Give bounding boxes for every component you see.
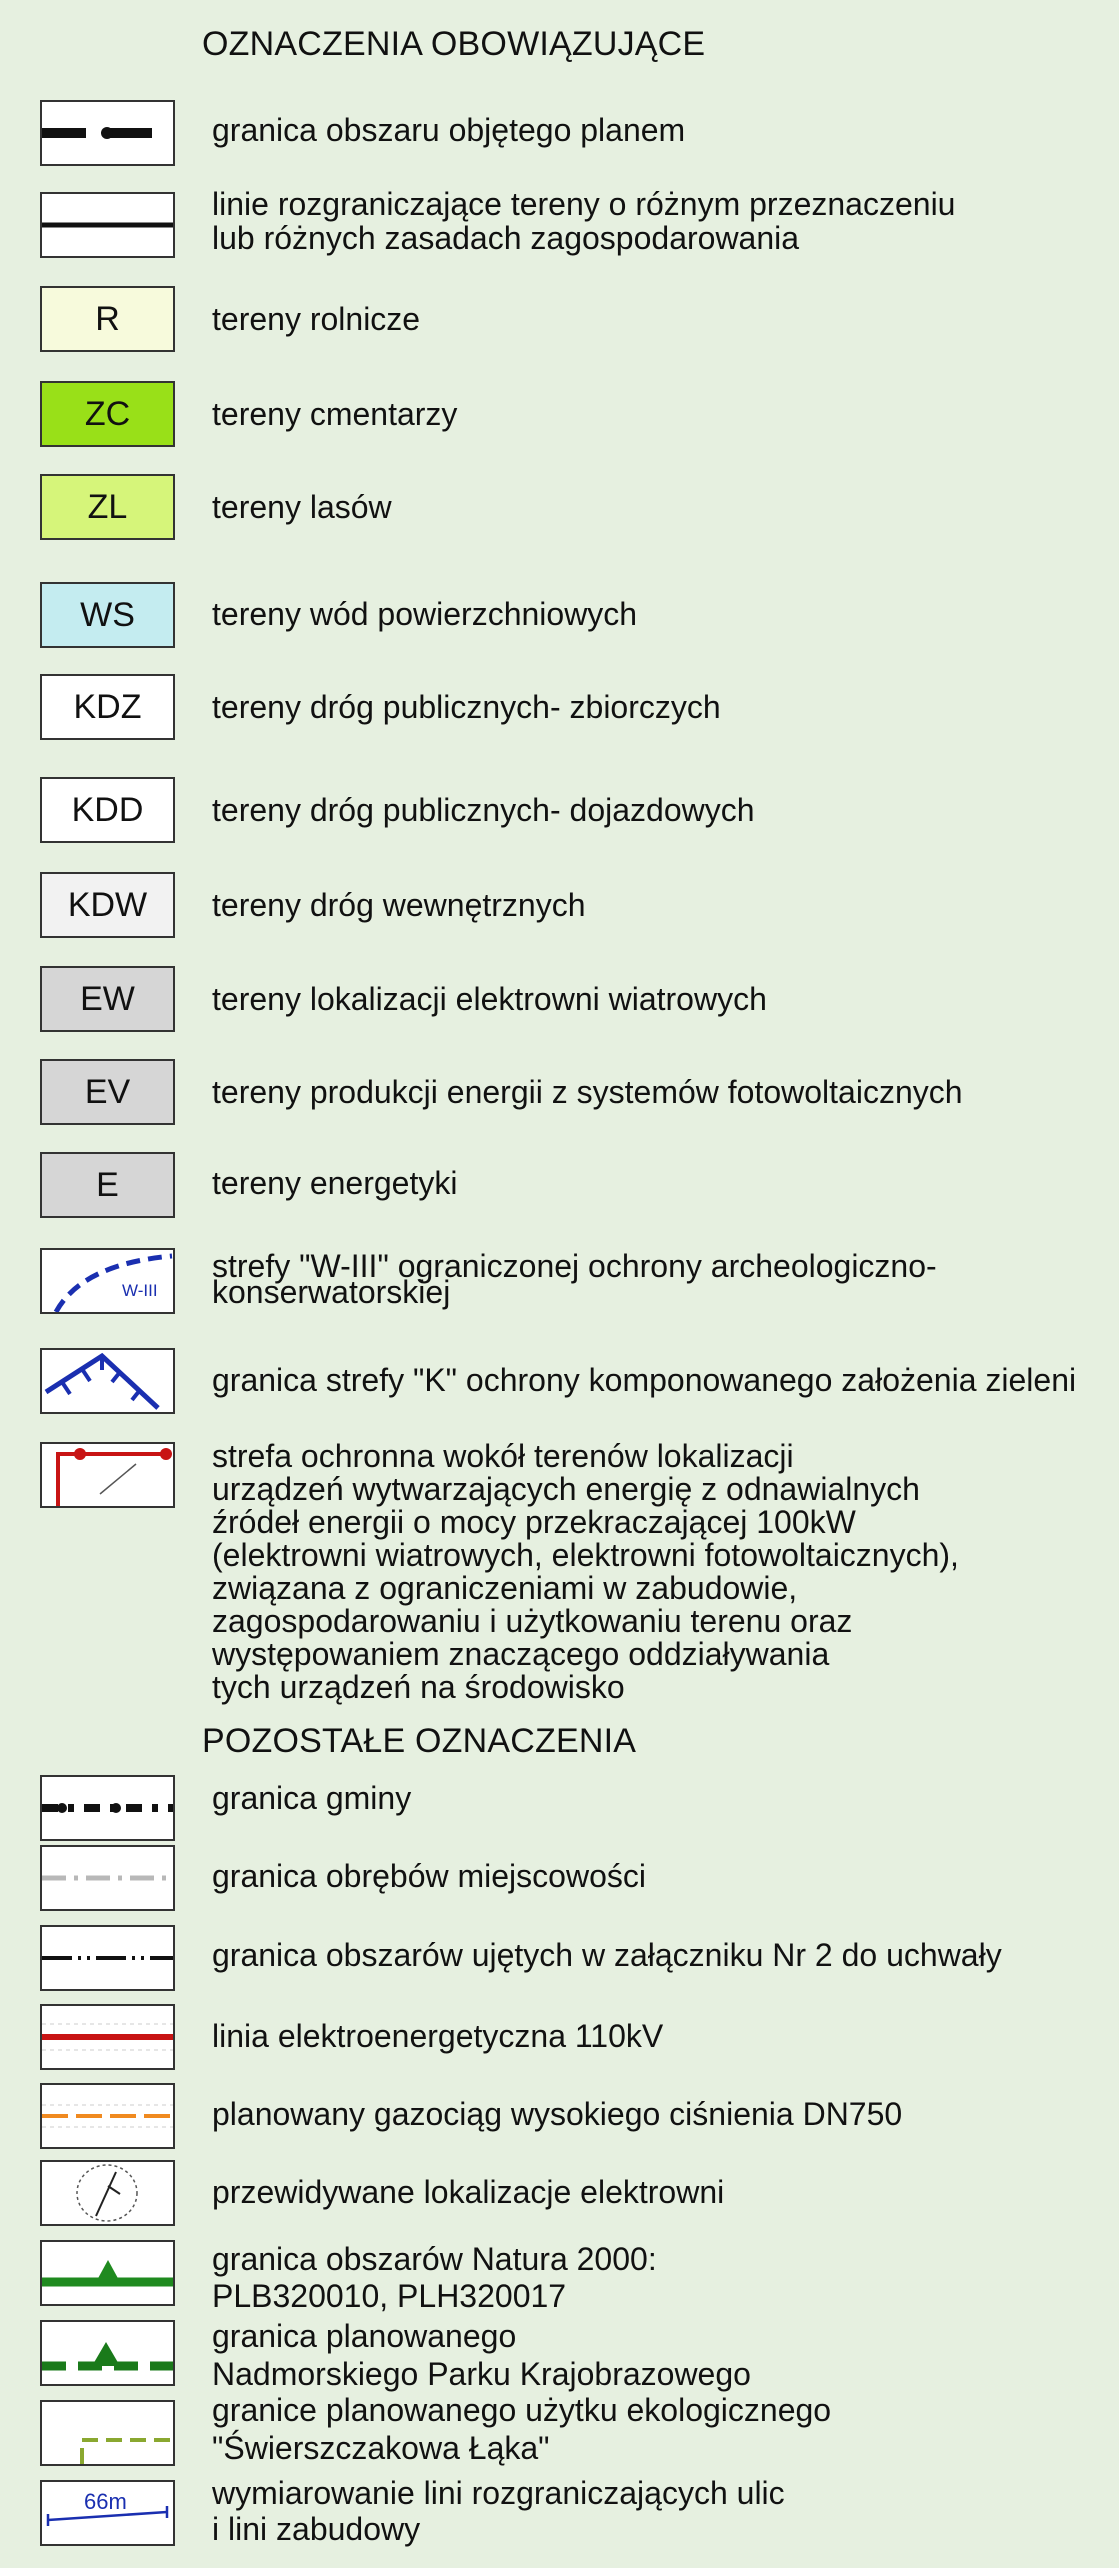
legend-protective-1: strefa ochronna wokół terenów lokalizacji bbox=[212, 1438, 794, 1474]
dividing-lines-symbol bbox=[40, 192, 175, 258]
legend-ZC: tereny cmentarzy bbox=[212, 396, 458, 432]
gmina-boundary-symbol bbox=[40, 1775, 175, 1841]
legend-zone-k: granica strefy "K" ochrony komponowanego założenia zieleni bbox=[212, 1362, 1077, 1398]
legend-KDW: tereny dróg wewnętrznych bbox=[212, 887, 586, 923]
legend-w3-1: strefy "W-III" ograniczonej ochrony archeologiczno- bbox=[212, 1248, 937, 1284]
legend-natura-2: PLB320010, PLH320017 bbox=[212, 2278, 567, 2314]
box-KDD: KDD bbox=[40, 777, 175, 843]
legend-KDD: tereny dróg publicznych- dojazdowych bbox=[212, 792, 755, 828]
legend-dim-2: i lini zabudowy bbox=[212, 2511, 421, 2547]
obreby-boundary-symbol bbox=[40, 1845, 175, 1911]
legend-KDZ: tereny dróg publicznych- zbiorczych bbox=[212, 689, 721, 725]
protective-zone-symbol bbox=[40, 1442, 175, 1508]
legend-gas: planowany gazociąg wysokiego ciśnienia DN750 bbox=[212, 2096, 903, 2132]
dimension-symbol-label: 66m bbox=[84, 2489, 127, 2514]
heading-other: POZOSTAŁE OZNACZENIA bbox=[202, 1722, 637, 1760]
legend-E: tereny energetyki bbox=[212, 1165, 458, 1201]
legend-WS: tereny wód powierzchniowych bbox=[212, 596, 638, 632]
legend-EV: tereny produkcji energii z systemów fotowoltaicznych bbox=[212, 1074, 963, 1110]
legend-dividing-lines-2: lub różnych zasadach zagospodarowania bbox=[212, 220, 800, 256]
legend-zal2: granica obszarów ujętych w załączniku Nr 2 do uchwały bbox=[212, 1937, 1002, 1973]
power-line-symbol bbox=[40, 2004, 175, 2070]
legend-gmina: granica gminy bbox=[212, 1780, 412, 1816]
legend-ZL: tereny lasów bbox=[212, 489, 392, 525]
legend-protective-5: związana z ograniczeniami w zabudowie, bbox=[212, 1570, 798, 1606]
box-ZC: ZC bbox=[40, 381, 175, 447]
zone-k-symbol bbox=[40, 1348, 175, 1414]
box-EV: EV bbox=[40, 1059, 175, 1125]
legend-turbines: przewidywane lokalizacje elektrowni bbox=[212, 2174, 725, 2210]
eco-site-symbol bbox=[40, 2400, 175, 2466]
box-KDZ: KDZ bbox=[40, 674, 175, 740]
dimension-symbol bbox=[40, 2480, 175, 2546]
legend-protective-8: tych urządzeń na środowisko bbox=[212, 1669, 625, 1705]
legend-protective-6: zagospodarowaniu i użytkowaniu terenu oraz bbox=[212, 1603, 853, 1639]
legend-eco-2: "Świerszczakowa Łąka" bbox=[212, 2430, 550, 2466]
legend-protective-2: urządzeń wytwarzających energię z odnawialnych bbox=[212, 1471, 920, 1507]
w3-symbol-label: W-III bbox=[122, 1281, 158, 1300]
turbine-location-symbol bbox=[40, 2160, 175, 2226]
plan-boundary-symbol bbox=[40, 100, 175, 166]
legend-protective-7: występowaniem znaczącego oddziaływania bbox=[212, 1636, 830, 1672]
legend-w3-2: konserwatorskiej bbox=[212, 1274, 451, 1310]
park-boundary-symbol bbox=[40, 2320, 175, 2386]
legend-eco-1: granice planowanego użytku ekologicznego bbox=[212, 2392, 832, 2428]
box-ZL: ZL bbox=[40, 474, 175, 540]
legend-power110: linia elektroenergetyczna 110kV bbox=[212, 2018, 664, 2054]
w3-zone-symbol bbox=[40, 1248, 175, 1314]
heading-obligatory: OZNACZENIA OBOWIĄZUJĄCE bbox=[202, 25, 706, 63]
legend-protective-4: (elektrowni wiatrowych, elektrowni fotowoltaicznych), bbox=[212, 1537, 959, 1573]
legend-EW: tereny lokalizacji elektrowni wiatrowych bbox=[212, 981, 767, 1017]
gas-pipeline-symbol bbox=[40, 2083, 175, 2149]
zal2-boundary-symbol bbox=[40, 1925, 175, 1991]
legend-park-2: Nadmorskiego Parku Krajobrazowego bbox=[212, 2356, 751, 2392]
box-R: R bbox=[40, 286, 175, 352]
legend-park-1: granica planowanego bbox=[212, 2318, 517, 2354]
legend-dividing-lines-1: linie rozgraniczające tereny o różnym przeznaczeniu bbox=[212, 186, 956, 222]
box-E: E bbox=[40, 1152, 175, 1218]
legend-natura-1: granica obszarów Natura 2000: bbox=[212, 2241, 657, 2277]
legend-protective-3: źródeł energii o mocy przekraczającej 100kW bbox=[212, 1504, 856, 1540]
natura-boundary-symbol bbox=[40, 2240, 175, 2306]
legend-dim-1: wymiarowanie lini rozgraniczających ulic bbox=[212, 2475, 785, 2511]
legend-obreby: granica obrębów miejscowości bbox=[212, 1858, 646, 1894]
box-WS: WS bbox=[40, 582, 175, 648]
legend-plan-boundary: granica obszaru objętego planem bbox=[212, 112, 686, 148]
legend-R: tereny rolnicze bbox=[212, 301, 421, 337]
box-EW: EW bbox=[40, 966, 175, 1032]
box-KDW: KDW bbox=[40, 872, 175, 938]
